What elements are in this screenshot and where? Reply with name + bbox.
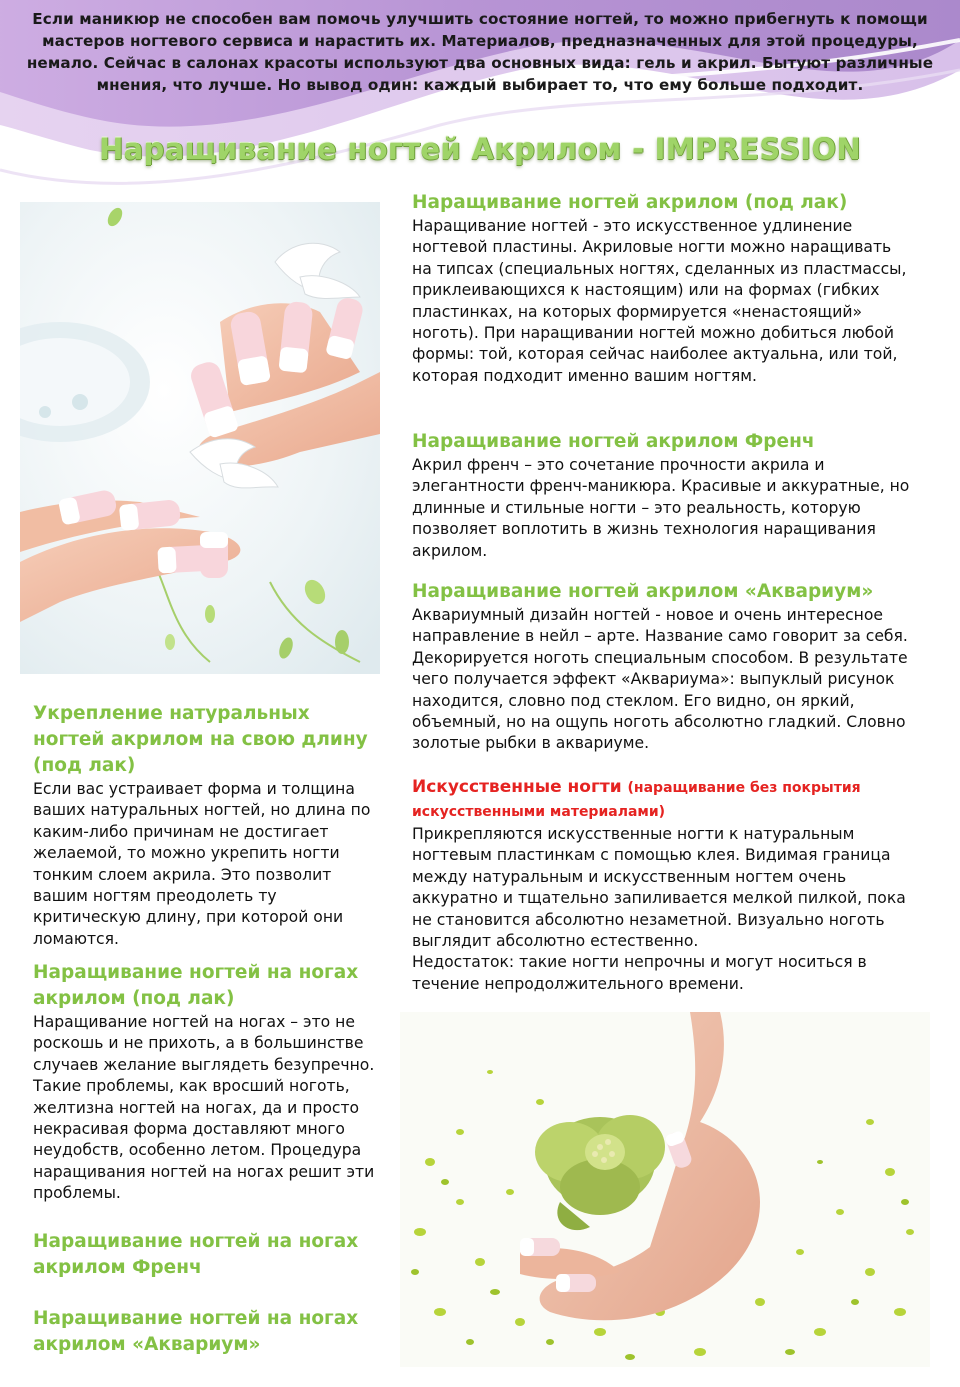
hands-french-manicure-photo xyxy=(20,202,380,674)
page-title: Наращивание ногтей Акрилом - IMPRESSION xyxy=(99,132,861,166)
section-feet-aquarium xyxy=(33,1306,378,1358)
section-heading: Искусственные ногти (наращивание без покрытия искусственными материалами) xyxy=(412,777,861,820)
section-body: Наращивание ногтей - это искусственное удлинение ногтевой пластины. Акриловые ногти можно наращивать на типсах (специальных ногтях, сделанных из пластмассы, приклеивающихся к настоящим) или на формах (гибких пластинках, на которых формируется «ненастоящий» ноготь). При наращивании ногтей можно добиться любой формы: той, которая сейчас наиболее актуальна, или той, которая подходит именно вашим ногтям. xyxy=(412,217,907,385)
intro-paragraph: Если маникюр не способен вам помочь улучшить состояние ногтей, то можно прибегнуть к помощи мастеров ногтевого сервиса и нарастить их. Материалов, предназначенных для этой процедуры, немало. Сейчас в салонах красоты используют два основных вида: гель и акрил. Бытуют различные мнения, что лучше. Но вывод один: каждый выбирает то, что ему больше подходит. xyxy=(26,10,934,94)
section-body: Акрил френч – это сочетание прочности акрила и элегантности френч-маникюра. Красивые и аккуратные, но длинные и стильные ногти – это реальность, которую позволяет воплотить в жизнь технология наращивания акрилом. xyxy=(412,456,910,560)
section-heading: Наращивание ногтей акрилом (под лак) xyxy=(412,192,848,213)
section-body: Наращивание ногтей на ногах – это не роскошь и не прихоть, а в большинстве случаев желание выглядеть безупречно. Такие проблемы, как вросший ноготь, желтизна ногтей на ногах, да и просто некрасивая форма доставляют много неудобств, особенно летом. Процедура наращивания ногтей на ногах решит эти проблемы. xyxy=(33,1013,375,1203)
section-heading: Наращивание ногтей акрилом «Аквариум» xyxy=(412,581,874,602)
section-heading: Наращивание ногтей на ногах акрилом Френч xyxy=(33,1231,359,1278)
section-under-lacquer xyxy=(412,190,912,387)
section-heading-sub: (наращивание без покрытия искусственными материалами) xyxy=(412,780,861,820)
section-feet-french xyxy=(33,1229,378,1281)
section-heading: Наращивание ногтей акрилом Френч xyxy=(412,431,815,452)
section-strengthening xyxy=(33,701,385,950)
section-body: Аквариумный дизайн ногтей - новое и очень интересное направление в нейл – арте. Название само говорит за себя. Декорируется ноготь специальным способом. В результате чего получается эффект «Аквариума»: выпуклый рисунок находится, словно под стеклом. Его видно, он яркий, объемный, но на ощупь ноготь абсолютно гладкий. Словно золотые рыбки в аквариуме. xyxy=(412,606,908,753)
section-artificial-nails xyxy=(412,776,912,995)
section-body: Если вас устраивает форма и толщина ваших натуральных ногтей, но длина по каким-либо причинам не достигает желаемой, то можно укрепить ногти тонким слоем акрила. Это позволит вашим ногтям преодолеть ту критическую длину, при которой они ломаются. xyxy=(33,780,371,948)
section-french xyxy=(412,429,912,562)
section-heading: Укрепление натуральных ногтей акрилом на свою длину (под лак) xyxy=(33,703,368,776)
section-heading: Наращивание ногтей на ногах акрилом (под лак) xyxy=(33,962,359,1009)
section-drawback: Недостаток: такие ногти непрочны и могут носиться в течение непродолжительного времени. xyxy=(412,953,867,993)
section-body: Прикрепляются искусственные ногти к натуральным ногтевым пластинкам с помощью клея. Видимая граница между натуральным и искусственным ногтем очень аккуратно и тщательно запиливается мелкой пилкой, пока не становится абсолютно незаметной. Визуально ноготь выглядит абсолютно естественно. xyxy=(412,825,906,951)
section-heading: Наращивание ногтей на ногах акрилом «Аквариум» xyxy=(33,1308,359,1355)
section-aquarium xyxy=(412,579,912,755)
hand-with-flower-photo xyxy=(400,1012,930,1367)
section-feet-lacquer xyxy=(33,960,378,1205)
